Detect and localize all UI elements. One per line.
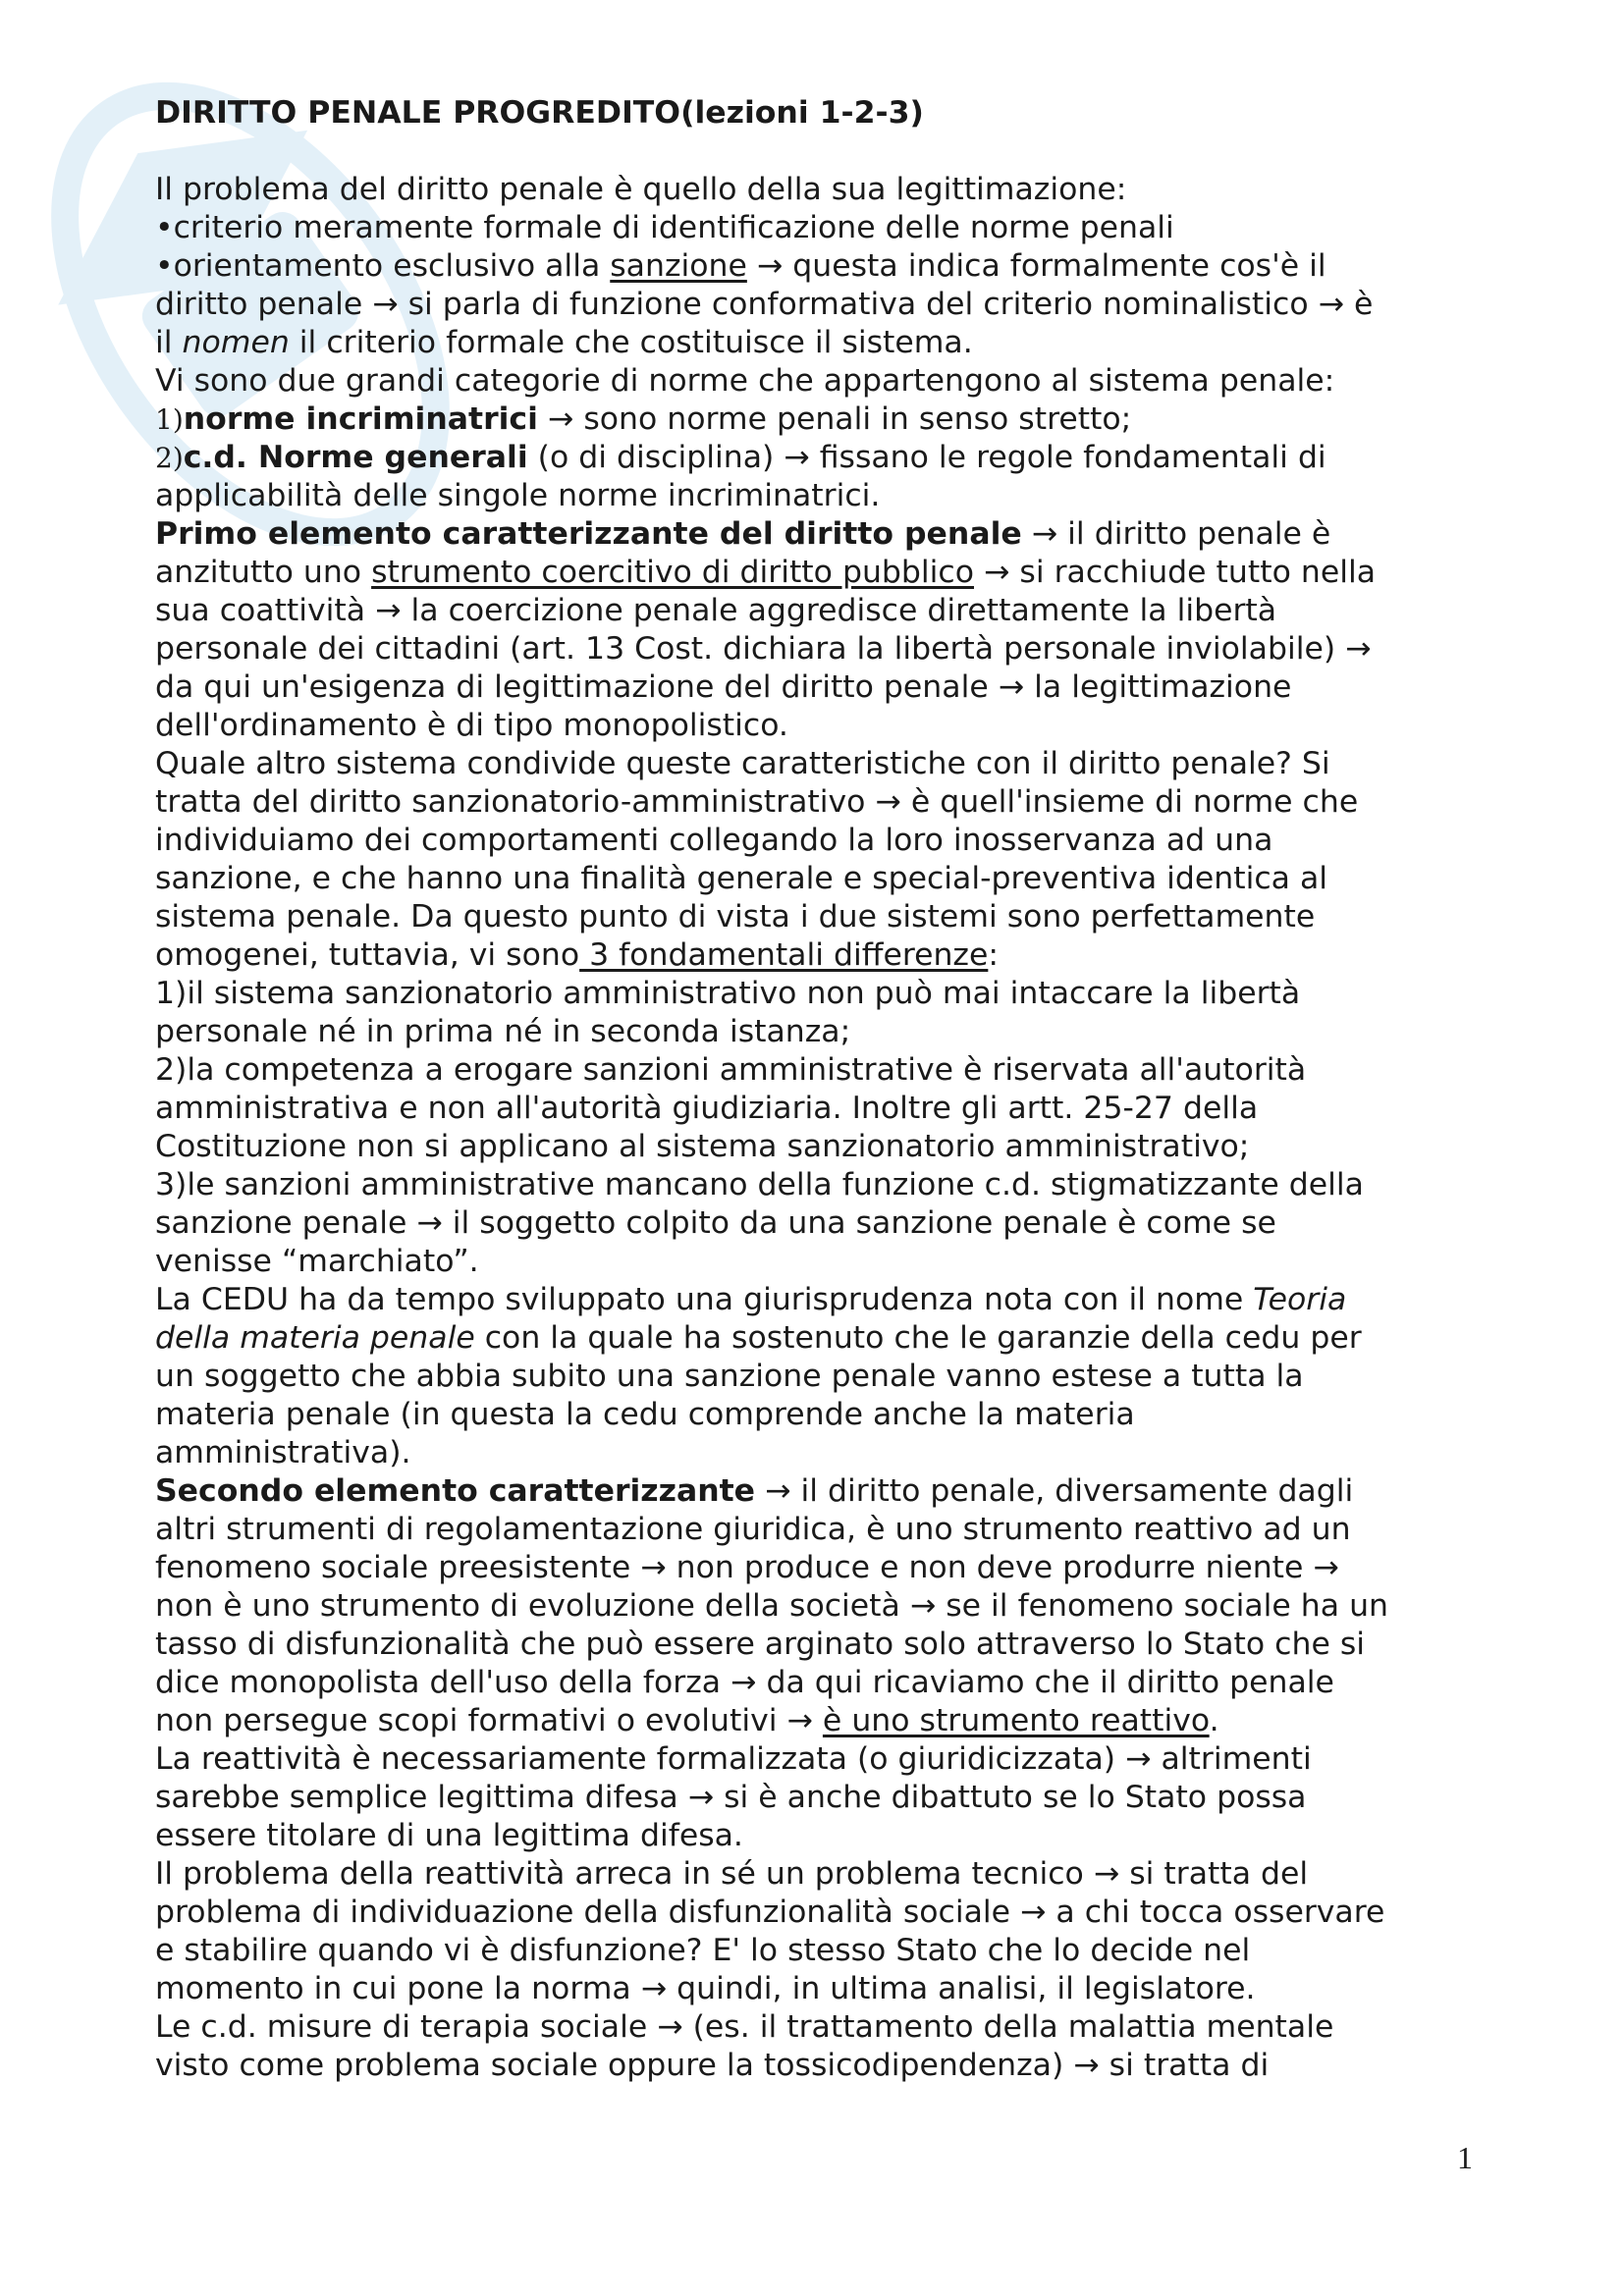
text-line bbox=[155, 247, 1481, 286]
text-run: problema di individuazione della disfunzionalità sociale → a chi tocca osservare bbox=[155, 1895, 1385, 1930]
text-line bbox=[155, 1472, 1481, 1511]
text-run: individuiamo dei comportamenti collegando la loro inosservanza ad una bbox=[155, 823, 1273, 858]
page-number: 1 bbox=[1457, 2140, 1473, 2175]
text-run: essere titolare di una legittima difesa. bbox=[155, 1818, 743, 1853]
text-run: il bbox=[155, 325, 183, 360]
text-line bbox=[155, 975, 1481, 1013]
text-run: → il diritto penale, diversamente dagli bbox=[755, 1473, 1354, 1509]
text-line bbox=[155, 1549, 1481, 1587]
text-run: sanzione bbox=[610, 248, 747, 284]
text-line bbox=[155, 1434, 1481, 1472]
text-line bbox=[155, 477, 1481, 515]
text-run: anzitutto uno bbox=[155, 555, 372, 590]
text-run: La reattività è necessariamente formalizzata (o giuridicizzata) → altrimenti bbox=[155, 1741, 1312, 1777]
text-line bbox=[155, 439, 1481, 477]
text-run: . bbox=[1209, 1703, 1219, 1738]
text-line bbox=[155, 1204, 1481, 1243]
text-line bbox=[155, 1319, 1481, 1358]
text-run: sanzione penale → il soggetto colpito da una sanzione penale è come se bbox=[155, 1205, 1276, 1241]
text-line bbox=[155, 515, 1481, 554]
document-title: DIRITTO PENALE PROGREDITO(lezioni 1-2-3) bbox=[155, 95, 924, 131]
text-line bbox=[155, 1970, 1481, 2008]
text-run: non è uno strumento di evoluzione della società → se il fenomeno sociale ha un bbox=[155, 1588, 1389, 1624]
text-run: Il problema della reattività arreca in sé un problema tecnico → si tratta del bbox=[155, 1856, 1309, 1892]
text-line bbox=[155, 554, 1481, 592]
text-line bbox=[155, 1128, 1481, 1166]
text-run: diritto penale → si parla di funzione conformativa del criterio nominalistico → è bbox=[155, 287, 1374, 322]
text-line bbox=[155, 783, 1481, 822]
text-line bbox=[155, 1396, 1481, 1434]
text-run: Quale altro sistema condivide queste caratteristiche con il diritto penale? Si bbox=[155, 746, 1330, 781]
text-run: → il diritto penale è bbox=[1021, 516, 1331, 552]
text-line bbox=[155, 630, 1481, 668]
text-line bbox=[155, 860, 1481, 898]
text-run: materia penale (in questa la cedu comprende anche la materia bbox=[155, 1397, 1135, 1432]
text-line bbox=[155, 1817, 1481, 1855]
text-run: fenomeno sociale preesistente → non produce e non deve produrre niente → bbox=[155, 1550, 1339, 1585]
text-run: → sono norme penali in senso stretto; bbox=[537, 401, 1132, 437]
text-run: non persegue scopi formativi o evolutivi → bbox=[155, 1703, 823, 1738]
text-run: personale né in prima né in seconda istanza; bbox=[155, 1014, 851, 1049]
text-line bbox=[155, 1051, 1481, 1090]
text-line bbox=[155, 1855, 1481, 1894]
text-line bbox=[155, 324, 1481, 362]
document-text bbox=[155, 171, 1481, 2085]
text-run: sanzione, e che hanno una finalità generale e special-preventiva identica al bbox=[155, 861, 1328, 896]
text-line bbox=[155, 1013, 1481, 1051]
text-run: 3)le sanzioni amministrative mancano della funzione c.d. stigmatizzante della bbox=[155, 1167, 1364, 1202]
text-run: •orientamento esclusivo alla bbox=[155, 248, 611, 284]
text-run: applicabilità delle singole norme incriminatrici. bbox=[155, 478, 881, 513]
text-run: amministrativa e non all'autorità giudiziaria. Inoltre gli artt. 25-27 della bbox=[155, 1091, 1259, 1126]
text-line bbox=[155, 745, 1481, 783]
text-line bbox=[155, 898, 1481, 936]
text-run: Secondo elemento caratterizzante bbox=[155, 1473, 756, 1509]
text-run: con la quale ha sostenuto che le garanzie della cedu per bbox=[474, 1320, 1362, 1356]
text-run: 2) bbox=[155, 442, 184, 474]
text-line bbox=[155, 171, 1481, 209]
text-run: Le c.d. misure di terapia sociale → (es. il trattamento della malattia mentale bbox=[155, 2009, 1334, 2045]
text-run: omogenei, tuttavia, vi sono bbox=[155, 937, 580, 973]
text-run: sua coattività → la coercizione penale aggredisce direttamente la libertà bbox=[155, 593, 1277, 628]
text-run: 1)il sistema sanzionatorio amministrativo non può mai intaccare la libertà bbox=[155, 976, 1301, 1011]
text-run: 1) bbox=[155, 403, 184, 436]
text-run: Teoria bbox=[1253, 1282, 1347, 1317]
text-run: dell'ordinamento è di tipo monopolistico. bbox=[155, 708, 788, 743]
text-run: c.d. Norme generali bbox=[183, 440, 528, 475]
text-line bbox=[155, 1166, 1481, 1204]
text-run: → si racchiude tutto nella bbox=[974, 555, 1377, 590]
text-run: 3 fondamentali differenze bbox=[579, 937, 989, 973]
text-line bbox=[155, 362, 1481, 400]
text-run: un soggetto che abbia subito una sanzione penale vanno estese a tutta la bbox=[155, 1359, 1304, 1394]
text-line bbox=[155, 822, 1481, 860]
text-line bbox=[155, 707, 1481, 745]
text-line bbox=[155, 2047, 1481, 2085]
text-line bbox=[155, 668, 1481, 707]
text-line bbox=[155, 1702, 1481, 1740]
text-line bbox=[155, 1243, 1481, 1281]
text-run: venisse “marchiato”. bbox=[155, 1244, 479, 1279]
text-run: Il problema del diritto penale è quello della sua legittimazione: bbox=[155, 172, 1127, 207]
text-run: sarebbe semplice legittima difesa → si è anche dibattuto se lo Stato possa bbox=[155, 1780, 1307, 1815]
text-run: norme incriminatrici bbox=[183, 401, 538, 437]
text-line bbox=[155, 1587, 1481, 1626]
text-line bbox=[155, 286, 1481, 324]
text-line bbox=[155, 1090, 1481, 1128]
text-line bbox=[155, 1626, 1481, 1664]
text-line bbox=[155, 1779, 1481, 1817]
text-run: e stabilire quando vi è disfunzione? E' lo stesso Stato che lo decide nel bbox=[155, 1933, 1251, 1968]
text-line bbox=[155, 936, 1481, 975]
text-line bbox=[155, 1740, 1481, 1779]
text-run: Vi sono due grandi categorie di norme che appartengono al sistema penale: bbox=[155, 363, 1335, 399]
text-run: nomen bbox=[182, 325, 290, 360]
text-run: : bbox=[988, 937, 999, 973]
text-run: personale dei cittadini (art. 13 Cost. dichiara la libertà personale inviolabile) → bbox=[155, 631, 1372, 667]
text-run: altri strumenti di regolamentazione giuridica, è uno strumento reattivo ad un bbox=[155, 1512, 1351, 1547]
text-line bbox=[155, 400, 1481, 439]
text-line bbox=[155, 1894, 1481, 1932]
text-run: sistema penale. Da questo punto di vista i due sistemi sono perfettamente bbox=[155, 899, 1316, 934]
text-run: da qui un'esigenza di legittimazione del diritto penale → la legittimazione bbox=[155, 669, 1292, 705]
text-line bbox=[155, 1511, 1481, 1549]
text-run: 2)la competenza a erogare sanzioni amministrative è riservata all'autorità bbox=[155, 1052, 1307, 1088]
text-line bbox=[155, 592, 1481, 630]
text-run: Primo elemento caratterizzante del diritto penale bbox=[155, 516, 1022, 552]
text-run: •criterio meramente formale di identificazione delle norme penali bbox=[155, 210, 1174, 245]
text-run: tasso di disfunzionalità che può essere arginato solo attraverso lo Stato che si bbox=[155, 1627, 1366, 1662]
text-line bbox=[155, 1664, 1481, 1702]
text-run: (o di disciplina) → fissano le regole fondamentali di bbox=[527, 440, 1326, 475]
document-body bbox=[155, 94, 1481, 2085]
text-run: il criterio formale che costituisce il sistema. bbox=[289, 325, 973, 360]
text-run: Costituzione non si applicano al sistema sanzionatorio amministrativo; bbox=[155, 1129, 1250, 1164]
text-run: tratta del diritto sanzionatorio-amministrativo → è quell'insieme di norme che bbox=[155, 784, 1359, 820]
text-run: visto come problema sociale oppure la tossicodipendenza) → si tratta di bbox=[155, 2048, 1270, 2083]
text-run: strumento coercitivo di diritto pubblico bbox=[371, 555, 974, 590]
text-line bbox=[155, 2008, 1481, 2047]
text-run: dice monopolista dell'uso della forza → da qui ricaviamo che il diritto penale bbox=[155, 1665, 1334, 1700]
text-run: è uno strumento reattivo bbox=[822, 1703, 1210, 1738]
text-run: della materia penale bbox=[155, 1320, 475, 1356]
text-line bbox=[155, 1932, 1481, 1970]
text-line bbox=[155, 1358, 1481, 1396]
text-run: amministrativa). bbox=[155, 1435, 411, 1470]
text-run: La CEDU ha da tempo sviluppato una giurisprudenza nota con il nome bbox=[155, 1282, 1254, 1317]
text-line bbox=[155, 1281, 1481, 1319]
text-run: → questa indica formalmente cos'è il bbox=[746, 248, 1326, 284]
text-line bbox=[155, 209, 1481, 247]
text-run: momento in cui pone la norma → quindi, in ultima analisi, il legislatore. bbox=[155, 1971, 1256, 2006]
